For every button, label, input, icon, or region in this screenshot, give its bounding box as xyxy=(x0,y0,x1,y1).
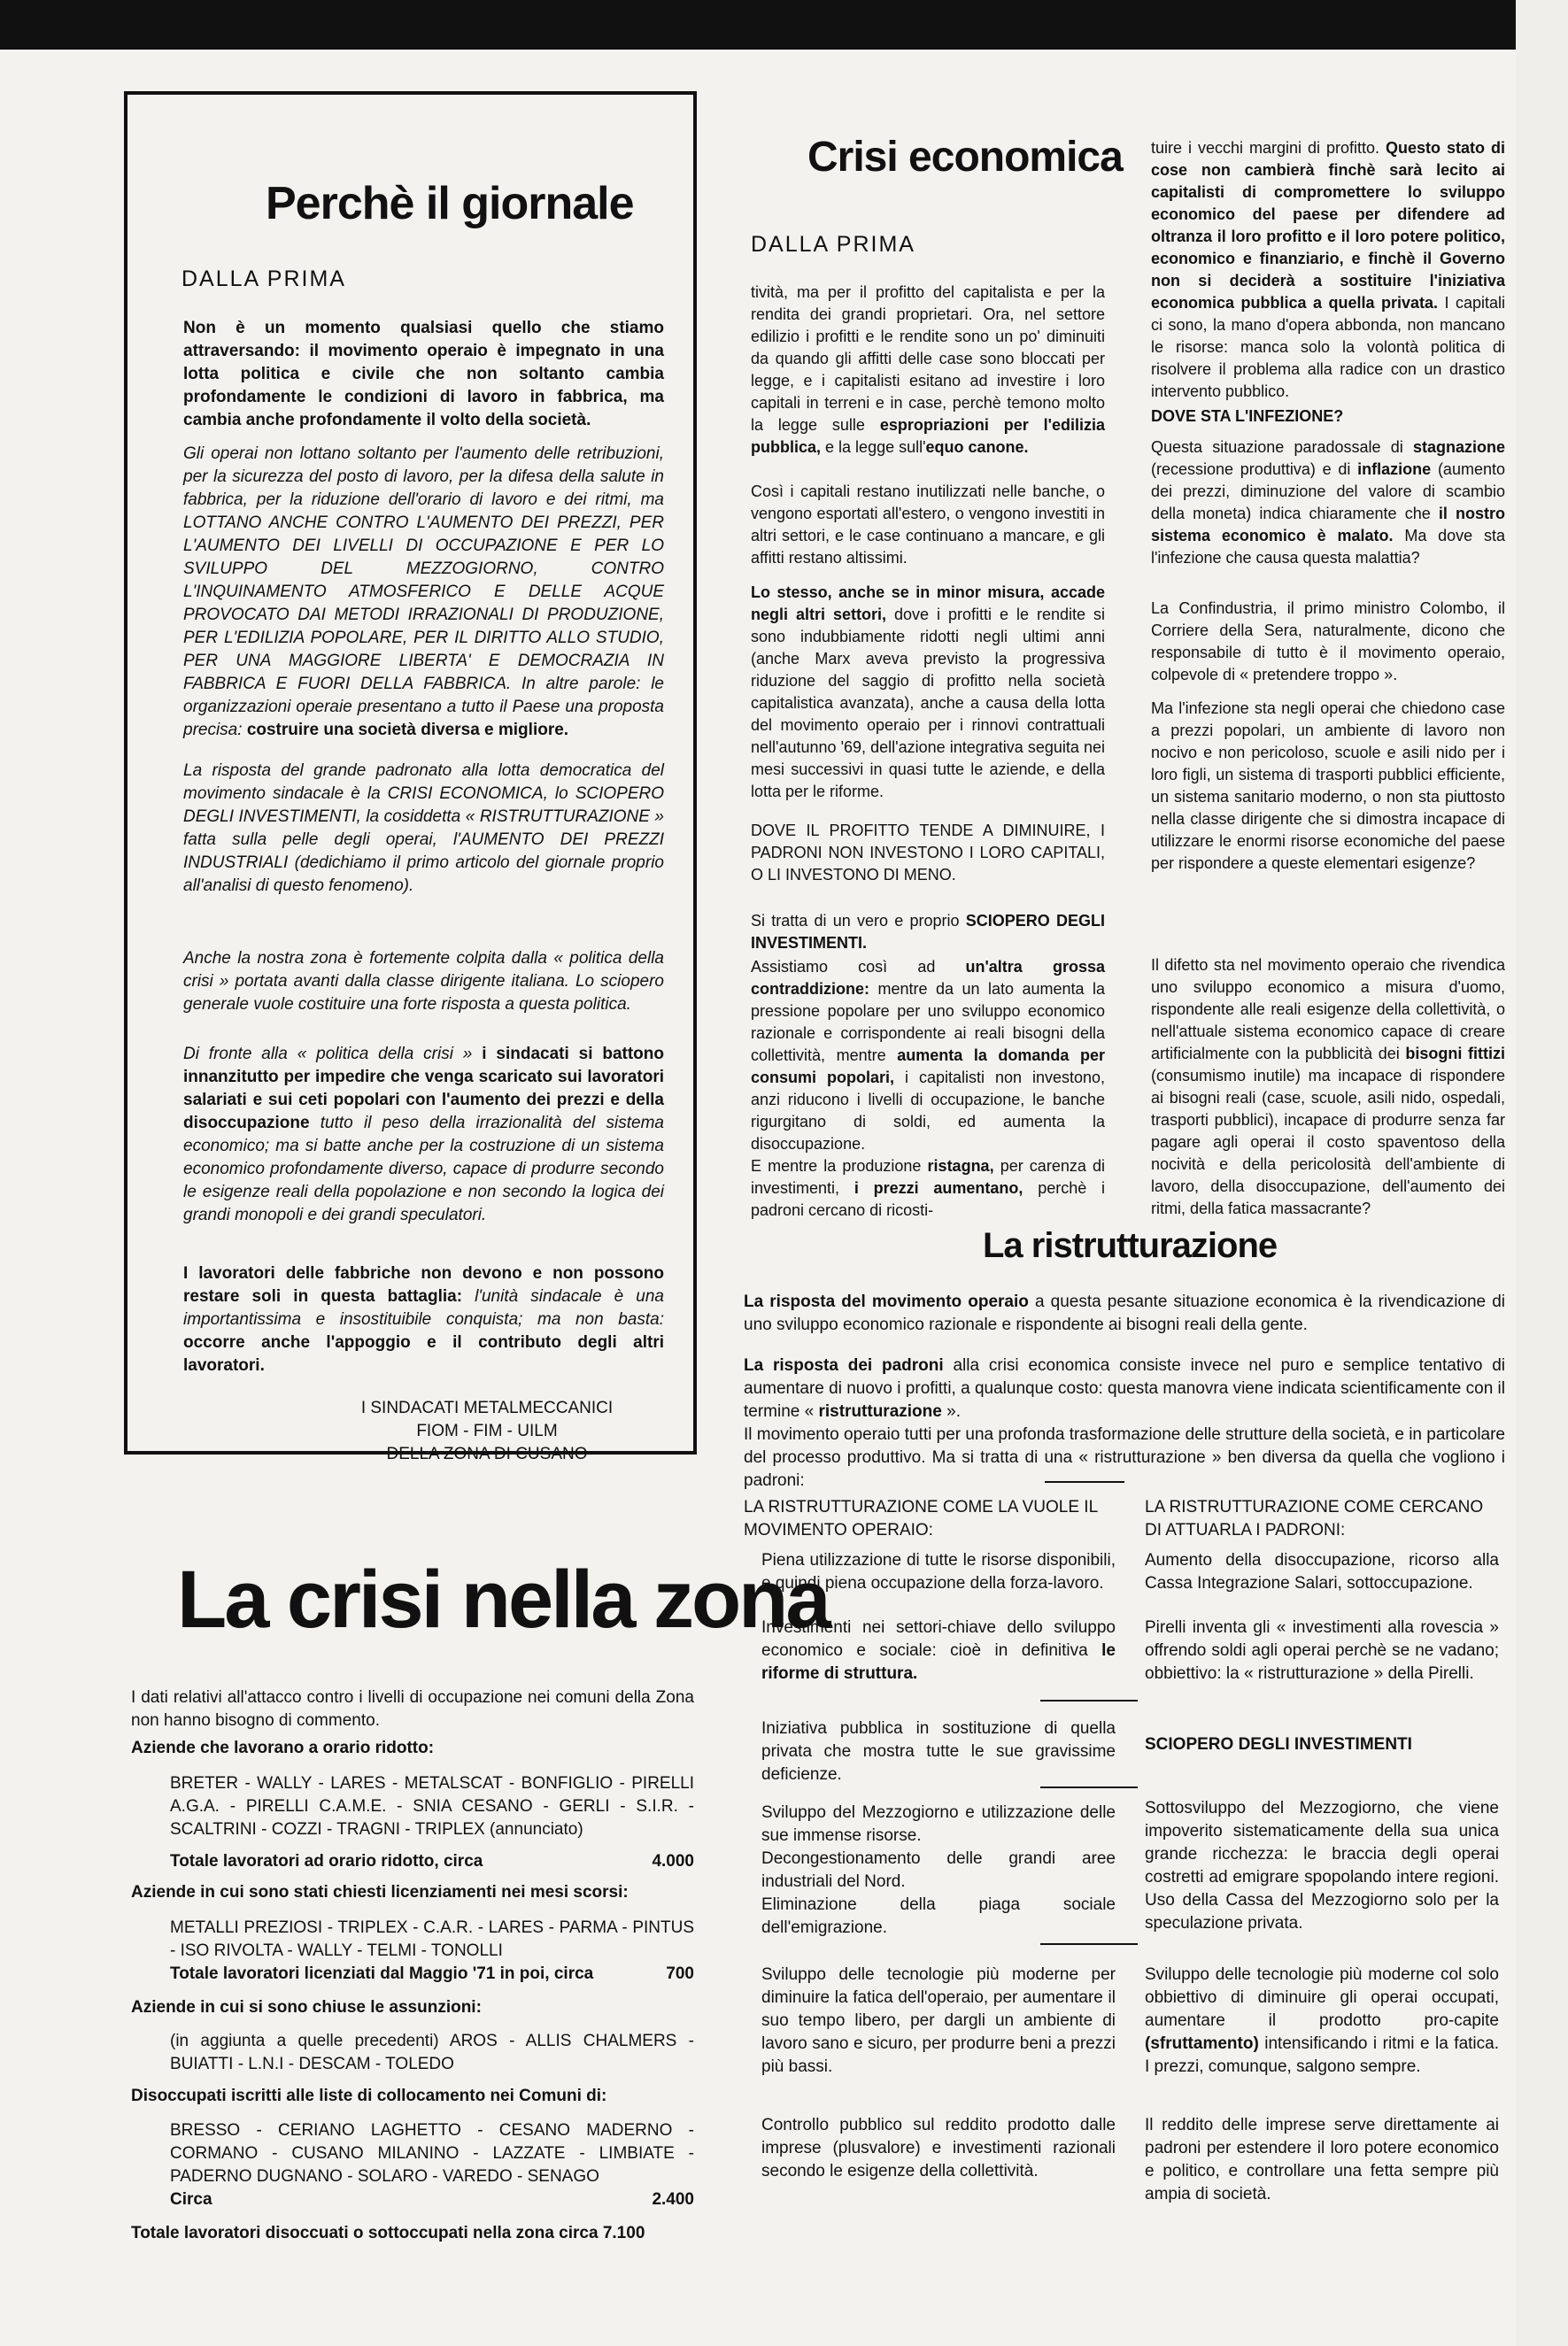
crisi-economica-col2-p5: Il difetto sta nel movimento operaio che rivendica uno sviluppo economico a misura d'uomo, rispondente alle reali esigenze della collettività, o nell'attuale sistema economico capace di creare artificialmente con la pubblicità dei bisogni fittizi (consumismo inutile) ma incapace di rispondere ai bisogni reali (case, scuole, asili nido, ospedali, trasporti pubblici), incapace di produrre senza far pagare agli operai il costo spaventoso della nocività e della pericolosità dell'ambiente di lavoro, della disoccupazione, dell'aumento dei ritmi, della fatica massacrante? xyxy=(1151,956,1505,1217)
crisi-zona-list-2: METALLI PREZIOSI - TRIPLEX - C.A.R. - LARES - PARMA - PINTUS - ISO RIVOLTA - WALLY - TELMI - TONOLLI xyxy=(170,1918,694,1960)
crisi-economica-col1-p4: DOVE IL PROFITTO TENDE A DIMINUIRE, I PADRONI NON INVESTONO I LORO CAPITALI, O LI INVESTONO DI MENO. xyxy=(751,822,1105,884)
article-paragraph-3: Anche la nostra zona è fortemente colpita dalla « politica della crisi » portata avanti dalla classe dirigente italiana. Lo sciopero generale vuole costituire una forte risposta a questa politica. xyxy=(183,949,664,1014)
crisi-economica-title: Crisi economica xyxy=(807,134,1123,181)
ristrutturazione-intro-3: Il movimento operaio tutti per una profonda trasformazione delle strutture della società, e in particolare del processo produttivo. Ma si tratta di una « ristrutturazione » ben diversa da quella che vogliono i padroni: xyxy=(744,1425,1505,1490)
article-kicker: DALLA PRIMA xyxy=(182,266,346,291)
ristrutturazione-right-1b: Pirelli inventa gli « investimenti alla rovescia » offrendo soldi agli operai perchè se ne vadano; obbiettivo: la « ristrutturazione » della Pirelli. xyxy=(1145,1618,1499,1683)
crisi-economica-subhead: DOVE STA L'INFEZIONE? xyxy=(1151,407,1344,425)
ristrutturazione-right-1: Aumento della disoccupazione, ricorso alla Cassa Integrazione Salari, sottoccupazione. xyxy=(1145,1551,1499,1593)
crisi-economica-col1-p2: Così i capitali restano inutilizzati nelle banche, o vengono esportati all'estero, o vengono investiti in altri settori, e le case continuano a mancare, e gli affitti restano altissimi. xyxy=(751,482,1105,567)
article-paragraph-1: Gli operai non lottano soltanto per l'aumento delle retribuzioni, per la sicurezza del posto di lavoro, per la difesa della salute in fabbrica, per la riduzione dell'orario di lavoro e dei ritmi, ma LOTTANO ANCHE CONTRO L'AUMENTO DEI PREZZI, PER L'AUMENTO DEI LIVELLI DI OCCUPAZIONE E PER LO SVILUPPO DEL MEZZOGIORNO, CONTRO L'INQUINAMENTO ATMOSFERICO E DELLE ACQUE PROVOCATO DAI METODI IRRAZIONALI DI PRODUZIONE, PER L'EDILIZIA POPOLARE, PER IL DIRITTO ALLO STUDIO, PER UNA MAGGIORE LIBERTA' E DEMOCRAZIA IN FABBRICA E FUORI DELLA FABBRICA. In altre parole: le organizzazioni operaie presentano a tutto il Paese una proposta precisa: costruire una società diversa e migliore. xyxy=(183,444,664,739)
ristrutturazione-right-heading: LA RISTRUTTURAZIONE COME CERCANO DI ATTUARLA I PADRONI: xyxy=(1145,1498,1484,1540)
ristrutturazione-right-4: Sviluppo delle tecnologie più moderne col solo obbiettivo di diminuire gli operai occupati, aumentare il prodotto pro-capite (sfruttamento) intensificando i ritmi e la fatica. I prezzi, comunque, salgono sempre. xyxy=(1145,1965,1499,2076)
crisi-zona-total-4: Circa 2.400 xyxy=(170,2190,694,2209)
crisi-zona-total-1: Totale lavoratori ad orario ridotto, circa 4.000 xyxy=(170,1852,694,1871)
ristrutturazione-left-3: Sviluppo del Mezzogiorno e utilizzazione delle sue immense risorse. Decongestionamento delle grandi aree industriali del Nord. Eliminazione della piaga sociale dell'emigrazione. xyxy=(761,1803,1116,1937)
ristrutturazione-left-5: Controllo pubblico sul reddito prodotto dalle imprese (plusvalore) e investimenti razionali secondo le esigenze della collettività. xyxy=(761,2116,1116,2180)
crisi-zona-heading-3: Aziende in cui si sono chiuse le assunzioni: xyxy=(131,1998,482,2017)
crisi-economica-col1-p3: Lo stesso, anche se in minor misura, accade negli altri settori, dove i profitti e le rendite si sono indubbiamente ridotti negli ultimi anni (anche Marx aveva previsto la progressiva riduzione del saggio di profitto nella società capitalistica avanzata), anche a causa della lotta del movimento operaio per i rinnovi contrattuali nell'autunno '69, dell'azione integrativa seguita nei mesi successivi in quasi tutte le aziende, e della lotta per le riforme. xyxy=(751,583,1105,800)
ristrutturazione-left-1b: Investimenti nei settori-chiave dello sviluppo economico e sociale: cioè in definitiva le riforme di struttura. xyxy=(761,1618,1116,1683)
crisi-economica-col1-p6: Assistiamo così ad un'altra grossa contraddizione: mentre da un lato aumenta la pressione popolare per uno sviluppo economico razionale e corrispondente ai reali bisogni della collettività, mentre aumenta la domanda per consumi popolari, i capitalisti non investono, anzi riducono i livelli di occupazione, le banche rigurgitano di soldi, ed aumenta la disoccupazione. xyxy=(751,958,1105,1153)
divider xyxy=(1040,1943,1138,1945)
ristrutturazione-left-1: Piena utilizzazione di tutte le risorse disponibili, e quindi piena occupazione della forza-lavoro. xyxy=(761,1551,1116,1593)
crisi-economica-col2-p3: La Confindustria, il primo ministro Colombo, il Corriere della Sera, naturalmente, dicono che responsabile di tutto è il movimento operaio, colpevole di « pretendere troppo ». xyxy=(1151,599,1505,683)
crisi-zona-list-1: BRETER - WALLY - LARES - METALSCAT - BONFIGLIO - PIRELLI A.G.A. - PIRELLI C.A.M.E. - SNIA CESANO - GERLI - S.I.R. - SCALTRINI - COZZI - TRAGNI - TRIPLEX (annunciato) xyxy=(170,1774,694,1839)
crisi-economica-col2-p4: Ma l'infezione sta negli operai che chiedono case a prezzi popolari, un ambiente di lavoro non nocivo e non pericoloso, scuole e asili nido per i loro figli, un sistema di trasporti pubblici efficiente, un sistema sanitario moderno, o non sta piuttosto nella classe dirigente che si dimostra incapace di utilizzare le enormi risorse economiche del paese per rispondere a queste elementari esigenze? xyxy=(1151,699,1505,872)
next-page-edge xyxy=(1516,0,1568,2346)
ristrutturazione-left-4: Sviluppo delle tecnologie più moderne per diminuire la fatica dell'operaio, per aumentare il suo tempo libero, per dargli un ambiente di lavoro sano e sicuro, per produrre beni a prezzi più bassi. xyxy=(761,1965,1116,2076)
crisi-economica-col1-p7: E mentre la produzione ristagna, per carenza di investimenti, i prezzi aumentano, perchè i padroni cercano di ricosti- xyxy=(751,1157,1105,1219)
crisi-zona-title: La crisi nella zona xyxy=(177,1555,829,1645)
ristrutturazione-right-5: Il reddito delle imprese serve direttamente ai padroni per estendere il loro potere economico e politico, e controllare una fetta sempre più ampia di società. xyxy=(1145,2116,1499,2203)
ristrutturazione-intro-1: La risposta del movimento operaio a questa pesante situazione economica è la rivendicazione di uno sviluppo economico razionale e rispondente ai bisogni reali della gente. xyxy=(744,1293,1506,1334)
article-paragraph-2: La risposta del grande padronato alla lotta democratica del movimento sindacale è la CRISI ECONOMICA, lo SCIOPERO DEGLI INVESTIMENTI, la cosiddetta « RISTRUTTURAZIONE » fatta sulla pelle degli operai, l'AUMENTO DEI PREZZI INDUSTRIALI (dedichiamo il primo articolo del giornale proprio all'analisi di questo fenomeno). xyxy=(183,761,664,895)
article-lead: Non è un momento qualsiasi quello che stiamo attraversando: il movimento operaio è impegnato in una lotta politica e civile che non soltanto cambia profondamente le condizioni di lavoro in fabbrica, ma cambia anche profondamente il volto della società. xyxy=(183,319,664,429)
ristrutturazione-right-2-heading: SCIOPERO DEGLI INVESTIMENTI xyxy=(1145,1735,1412,1754)
article-paragraph-5: I lavoratori delle fabbriche non devono e non possono restare soli in questa battaglia: l'unità sindacale è una importantissima e insostituibile conquista; ma non basta: occorre anche l'appoggio e il contributo degli altri lavoratori. xyxy=(183,1264,664,1375)
crisi-zona-heading-4: Disoccupati iscritti alle liste di collocamento nei Comuni di: xyxy=(131,2087,607,2105)
ristrutturazione-left-2: Iniziativa pubblica in sostituzione di quella privata che mostra tutte le sue gravissime deficienze. xyxy=(761,1719,1116,1784)
divider xyxy=(1045,1481,1124,1483)
article-title: Perchè il giornale xyxy=(266,178,634,229)
signature: I SINDACATI METALMECCANICI FIOM - FIM - UILM DELLA ZONA DI CUSANO xyxy=(360,1399,614,1463)
crisi-zona-heading-2: Aziende in cui sono stati chiesti licenziamenti nei mesi scorsi: xyxy=(131,1883,629,1902)
crisi-zona-list-4: BRESSO - CERIANO LAGHETTO - CESANO MADERNO - CORMANO - CUSANO MILANINO - LAZZATE - LIMBIATE - PADERNO DUGNANO - SOLARO - VAREDO - SENAGO xyxy=(170,2121,694,2186)
crisi-economica-kicker: DALLA PRIMA xyxy=(751,232,915,257)
ristrutturazione-title: La ristrutturazione xyxy=(983,1226,1278,1265)
article-paragraph-4: Di fronte alla « politica della crisi » i sindacati si battono innanzitutto per impedire che venga scaricato sui lavoratori salariati e sui ceti popolari con l'aumento dei prezzi e della disoccupazione tutto il peso della irrazionalità del sistema economico; ma si batte anche per la costruzione di un sistema economico profondamente diverso, capace di produrre secondo le esigenze reali della popolazione e non secondo la logica dei grandi monopoli e dei grandi speculatori. xyxy=(183,1045,664,1224)
ristrutturazione-left-heading: LA RISTRUTTURAZIONE COME LA VUOLE IL MOVIMENTO OPERAIO: xyxy=(744,1498,1098,1540)
crisi-zona-intro: I dati relativi all'attacco contro i livelli di occupazione nei comuni della Zona non hanno bisogno di commento. xyxy=(131,1688,694,1730)
crisi-zona-total-2: Totale lavoratori licenziati dal Maggio '71 in poi, circa 700 xyxy=(170,1964,694,1983)
crisi-economica-col2-p2: Questa situazione paradossale di stagnazione (recessione produttiva) e di inflazione (aumento dei prezzi, diminuzione del valore di scambio della moneta) indica chiaramente che il nostro sistema economico è malato. Ma dove sta l'infezione che causa questa malattia? xyxy=(1151,438,1505,567)
crisi-economica-col1-p5: Si tratta di un vero e proprio SCIOPERO DEGLI INVESTIMENTI. xyxy=(751,912,1105,952)
ristrutturazione-right-3: Sottosviluppo del Mezzogiorno, che viene impoverito sistematicamente della sua unica grande ricchezza: le braccia degli operai costretti ad emigrare spopolando intere regioni. Uso della Cassa del Mezzogiorno solo per la speculazione privata. xyxy=(1145,1799,1499,1933)
crisi-economica-col1-p1: tività, ma per il profitto del capitalista e per la rendita dei grandi proprietari. Ora, nel settore edilizio i profitti e le rendite sono un po' diminuiti da quando gli affitti delle case sono bloccati per legge, e i capitalisti esitano ad investire i loro capitali in terreni e in case, perchè temono molto la legge sulle espropriazioni per l'edilizia pubblica, e la legge sull'equo canone. xyxy=(751,283,1105,456)
ristrutturazione-intro-2: La risposta dei padroni alla crisi economica consiste invece nel puro e semplice tentativo di aumentare di nuovo i profitti, a qualunque costo: questa manovra viene indicata scientificamente con il termine « ristrutturazione ». xyxy=(744,1356,1506,1421)
crisi-zona-grand-total: Totale lavoratori disoccuati o sottoccupati nella zona circa 7.100 xyxy=(131,2224,645,2242)
crisi-zona-heading-1: Aziende che lavorano a orario ridotto: xyxy=(131,1739,435,1757)
divider xyxy=(1040,1700,1138,1702)
crisi-zona-list-3: (in aggiunta a quelle precedenti) AROS - ALLIS CHALMERS - BUIATTI - L.N.I - DESCAM - TOLEDO xyxy=(170,2032,694,2073)
crisi-economica-col2-p1: tuire i vecchi margini di profitto. Questo stato di cose non cambierà finchè sarà lecito ai capitalisti di compromettere lo sviluppo economico del paese per difendere ad oltranza il loro profitto e il loro potere politico, economico e finanziario, e finchè il Governo non si deciderà a sostituire l'iniziativa economica pubblica a quella privata. I capitali ci sono, la mano d'opera abbonda, non mancano le risorse: manca solo la volontà politica di risolvere il problema alla radice con un drastico intervento pubblico. xyxy=(1151,139,1505,400)
divider xyxy=(1040,1787,1138,1788)
